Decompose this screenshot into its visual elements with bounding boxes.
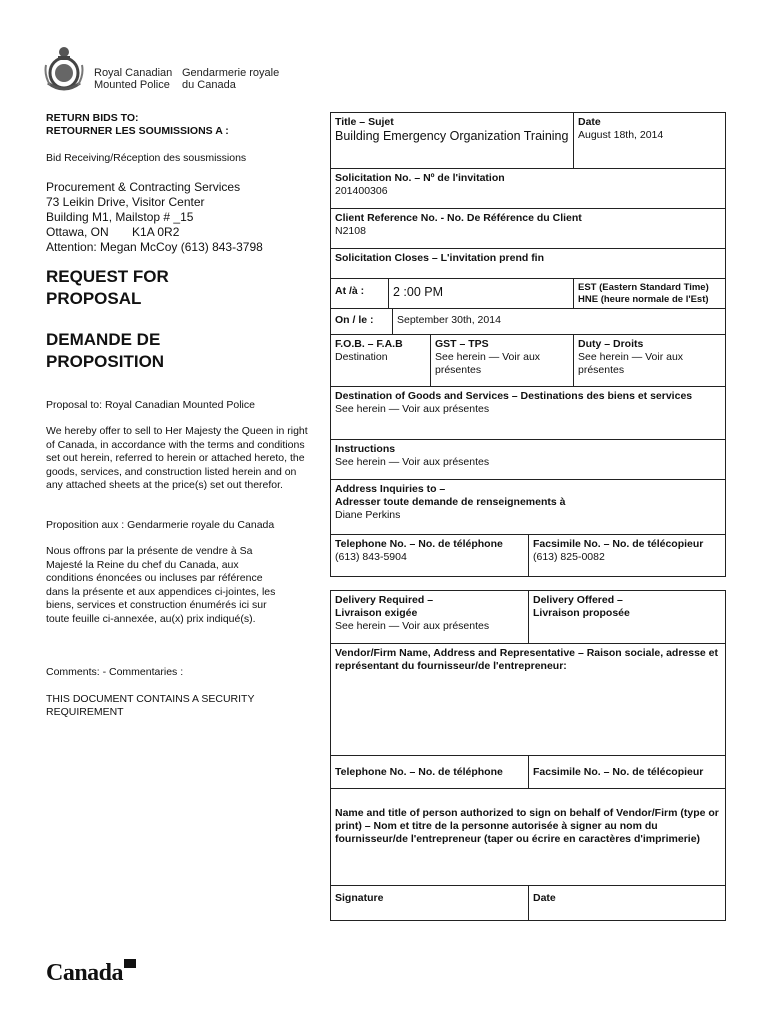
signature-date-field[interactable]	[529, 886, 725, 920]
rfp-fr-line-2: PROPOSITION	[46, 352, 165, 371]
wordmark-text: Canada	[46, 960, 124, 986]
address-line: Building M1, Mailstop # _15	[46, 210, 194, 224]
timezone-en: EST (Eastern Standard Time)	[578, 282, 709, 293]
authorized-label: Name and title of person authorized to sign on behalf of Vendor/Firm (type or print) – Nom et titre de la personne autorisée à signer au nom du fournisseur/de l'entrepreneur (taper ou écrire en caractères d'imprimerie)	[335, 807, 719, 845]
address-line: Ottawa, ON K1A 0R2	[46, 225, 180, 239]
solicitation-no-cell	[331, 169, 725, 209]
instructions-value: See herein — Voir aux présentes	[335, 456, 490, 469]
timezone-fr: HNE (heure normale de l'Est)	[578, 294, 709, 305]
closes-label: Solicitation Closes – L'invitation prend fin	[335, 252, 545, 264]
rfp-title-en	[46, 266, 321, 310]
org-en-line-1: Royal Canadian	[94, 67, 173, 79]
vendor-phone-field[interactable]	[331, 756, 529, 789]
delivery-required-label: Delivery Required – Livraison exigée	[335, 594, 434, 620]
return-bids-fr: RETOURNER LES SOUMISSIONS A :	[46, 125, 229, 137]
fax-cell	[529, 535, 725, 576]
proposal-to: Proposal to: Royal Canadian Mounted Police	[46, 399, 255, 411]
vendor-label: Vendor/Firm Name, Address and Representative – Raison sociale, adresse et représentant du fournisseur/de l'entrepreneur:	[335, 647, 719, 673]
vendor-form	[330, 590, 726, 921]
signature-label: Signature	[335, 892, 384, 904]
fax-label: Facsimile No. – No. de télécopieur	[533, 538, 704, 550]
signature-date-label: Date	[533, 892, 556, 904]
vendor-fax-label: Facsimile No. – No. de télécopieur	[533, 766, 704, 778]
rfp-title-fr	[46, 329, 321, 373]
proposition-aux: Proposition aux : Gendarmerie royale du Canada	[46, 519, 275, 531]
title-label: Title – Sujet	[335, 116, 394, 128]
client-ref-cell	[331, 209, 725, 249]
inquiries-label-2: Adresser toute demande de renseignements à	[335, 496, 566, 509]
title-value: Building Emergency Organization Training	[335, 129, 569, 144]
delivery-required-cell[interactable]	[331, 591, 529, 644]
instructions-cell	[331, 440, 725, 480]
delivery-offered-label: Delivery Offered – Livraison proposée	[533, 594, 630, 620]
duty-value: See herein — Voir aux présentes	[578, 351, 684, 377]
destination-label: Destination of Goods and Services – Destinations des biens et services	[335, 390, 693, 402]
closes-cell	[331, 249, 725, 279]
client-ref-label: Client Reference No. - No. De Référence du Client	[335, 212, 582, 224]
inquiries-label-1: Address Inquiries to –	[335, 483, 446, 495]
offer-text-en: We hereby offer to sell to Her Majesty the Queen in right of Canada, in accordance with the terms and conditions set out herein, referred to herein or attached hereto, the goods, services, and construction listed herein and on any attached sheets at the price(s) set out therefor.	[46, 425, 308, 491]
date-label: Date	[578, 116, 601, 128]
inquiries-value: Diane Perkins	[335, 509, 401, 522]
org-en-line-2: Mounted Police	[94, 79, 170, 91]
vendor-fax-field[interactable]	[529, 756, 725, 789]
at-label: At /à :	[331, 279, 389, 309]
phone-cell	[331, 535, 529, 576]
rfp-en-line-2: PROPOSAL	[46, 289, 142, 308]
return-address	[46, 180, 321, 255]
security-requirement: THIS DOCUMENT CONTAINS A SECURITY REQUIREMENT	[46, 693, 255, 719]
solicitation-form	[330, 112, 726, 577]
delivery-required-value: See herein — Voir aux présentes	[335, 620, 490, 633]
fax-value: (613) 825-0082	[533, 551, 605, 564]
fob-label: F.O.B. – F.A.B	[335, 338, 403, 350]
fob-value: Destination	[335, 351, 388, 364]
on-value: September 30th, 2014	[393, 309, 725, 335]
gst-cell	[431, 335, 574, 387]
flag-icon	[124, 959, 136, 968]
title-cell	[331, 113, 574, 169]
timezone-cell	[574, 279, 725, 309]
canada-wordmark	[46, 958, 136, 988]
duty-cell	[574, 335, 725, 387]
return-bids-en: RETURN BIDS TO:	[46, 112, 139, 124]
rfp-en-line-1: REQUEST FOR	[46, 267, 169, 286]
authorized-person-field[interactable]	[331, 789, 725, 886]
address-line: 73 Leikin Drive, Visitor Center	[46, 195, 205, 209]
phone-value: (613) 843-5904	[335, 551, 407, 564]
destination-value: See herein — Voir aux présentes	[335, 403, 490, 416]
offer-text-fr: Nous offrons par la présente de vendre à Sa Majesté la Reine du chef du Canada, aux conditions énoncées ou incluses par référence dans la présente et aux appendices ci-jointes, les biens, services et construction énumérés ici sur toute feuille ci-annexée, au(x) prix indiqué(s).	[46, 545, 276, 625]
date-value: August 18th, 2014	[578, 129, 664, 142]
gst-label: GST – TPS	[435, 338, 489, 350]
fob-cell	[331, 335, 431, 387]
org-fr-line-2: du Canada	[182, 79, 236, 91]
delivery-offered-cell[interactable]	[529, 591, 725, 644]
at-value: 2 :00 PM	[389, 279, 574, 309]
gst-value: See herein — Voir aux présentes	[435, 351, 541, 377]
vendor-info-field[interactable]	[331, 644, 725, 756]
duty-label: Duty – Droits	[578, 338, 644, 350]
instructions-label: Instructions	[335, 443, 396, 455]
inquiries-cell	[331, 480, 725, 535]
organization-name	[94, 67, 279, 91]
vendor-phone-label: Telephone No. – No. de téléphone	[335, 766, 503, 778]
address-line: Attention: Megan McCoy (613) 843-3798	[46, 240, 263, 254]
client-ref-value: N2108	[335, 225, 366, 238]
signature-field[interactable]	[331, 886, 529, 920]
org-fr-line-1: Gendarmerie royale	[182, 67, 280, 79]
phone-label: Telephone No. – No. de téléphone	[335, 538, 503, 550]
solicitation-value: 201400306	[335, 185, 388, 198]
comments-label: Comments: - Commentaries :	[46, 666, 184, 678]
rfp-fr-line-1: DEMANDE DE	[46, 330, 161, 349]
bid-receiving: Bid Receiving/Réception des sousmissions	[46, 152, 247, 164]
address-line: Procurement & Contracting Services	[46, 180, 241, 194]
solicitation-label: Solicitation No. – Nº de l'invitation	[335, 172, 505, 184]
date-cell	[574, 113, 725, 169]
destination-cell	[331, 387, 725, 440]
rcmp-crest-icon	[44, 45, 84, 93]
on-label: On / le :	[331, 309, 393, 335]
